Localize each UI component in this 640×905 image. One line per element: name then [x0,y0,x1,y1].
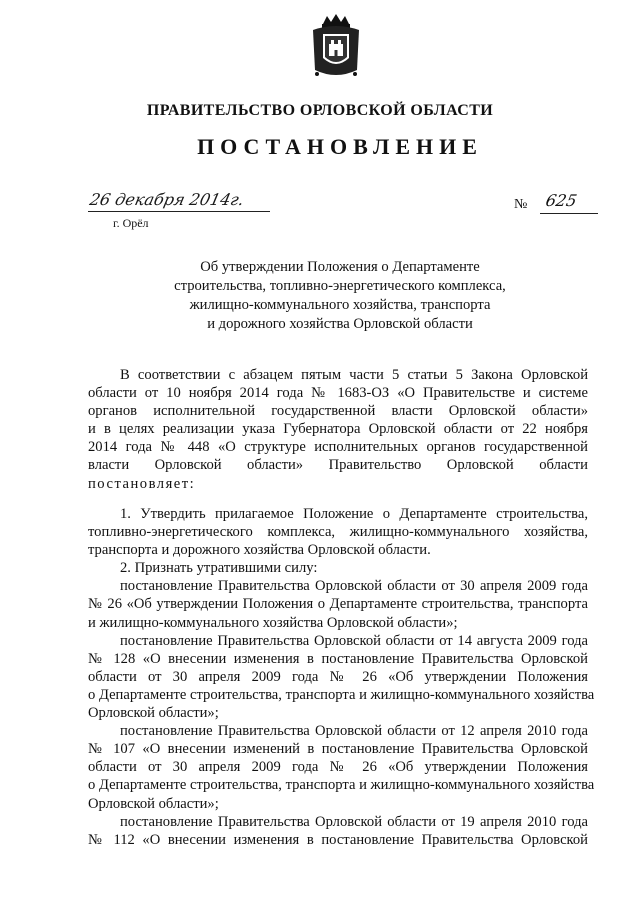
document-number-field [512,193,602,219]
date-underline [88,211,270,212]
preamble-line: органов исполнительной государственной власти Орловской области» [88,403,588,420]
item-line: области от 30 апреля 2009 года № 26 «Об утверждении Положения [88,759,588,776]
item-line: области от 30 апреля 2009 года № 26 «Об утверждении Положения [88,668,588,685]
preamble-line: власти Орловской области» Правительство Орловской области [88,457,588,474]
item-line: № 128 «О внесении изменения в постановление Правительства Орловской [88,650,588,667]
subject-line: и дорожного хозяйства Орловской области [207,316,473,332]
government-title: ПРАВИТЕЛЬСТВО ОРЛОВСКОЙ ОБЛАСТИ [146,102,494,119]
subject-line: жилищно-коммунального хозяйства, транспорта [189,297,491,313]
item-line: 1. Утвердить прилагаемое Положение о Департаменте строительства, [120,506,588,522]
preamble-line: и в целях реализации указа Губернатора Орловской области от 22 ноября [88,421,588,438]
item-line: Орловской области»; [88,795,219,812]
item-line: о Департаменте строительства, транспорта и жилищно-коммунального хозяйства [88,686,595,703]
item-line: постановление Правительства Орловской области от 19 апреля 2010 года [120,813,588,830]
item-line: 2. Признать утратившими силу: [120,560,318,577]
city-label: г. Орёл [113,216,149,230]
item-line: и жилищно-коммунального хозяйства Орловской области»; [88,614,458,631]
item-line: № 107 «О внесении изменений в постановление Правительства Орловской [88,741,588,758]
preamble-paragraph [88,366,588,493]
subject-line: Об утверждении Положения о Департаменте [200,259,480,275]
handwritten-date: 26 декабря 2014г. [87,190,246,209]
number-sign: № [514,197,528,212]
handwritten-number: 625 [543,191,579,210]
orel-region-coat-of-arms-icon [309,14,363,82]
preamble-line: постановляет: [88,475,196,492]
preamble-line: 2014 года № 448 «О структуре исполнительных органов государственной [88,439,588,456]
item-line: топливно-энергетического комплекса, жилищно-коммунального хозяйства, [88,524,588,541]
document-subject [0,258,640,334]
item-line: о Департаменте строительства, транспорта и жилищно-коммунального хозяйства [88,777,595,794]
preamble-line: В соответствии с абзацем пятым части 5 статьи 5 Закона Орловской [120,367,588,383]
item-line: Орловской области»; [88,705,219,722]
document-kind-title: ПОСТАНОВЛЕНИЕ [197,134,483,159]
preamble-line: области от 10 ноября 2014 года № 1683-ОЗ «О Правительстве и системе [88,385,588,402]
number-underline [540,213,598,214]
item-line: постановление Правительства Орловской области от 12 апреля 2010 года [120,723,588,740]
resolution-items [88,505,595,849]
item-line: № 112 «О внесении изменения в постановление Правительства Орловской [88,831,588,848]
item-line: постановление Правительства Орловской области от 14 августа 2009 года [120,632,588,649]
item-line: № 26 «Об утверждении Положения о Департаменте строительства, транспорта [88,596,588,613]
item-line: транспорта и дорожного хозяйства Орловской области. [88,542,431,559]
item-line: постановление Правительства Орловской области от 30 апреля 2009 года [120,578,588,595]
subject-line: строительства, топливно-энергетического комплекса, [174,278,506,294]
